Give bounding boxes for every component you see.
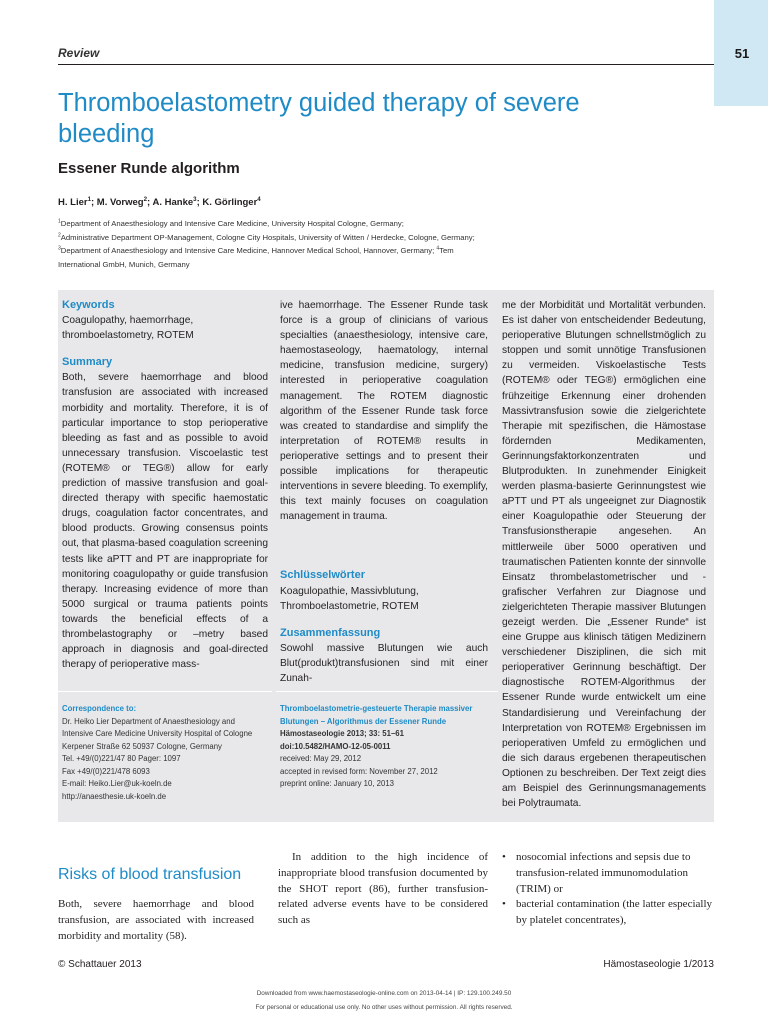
article-title: Thromboelastometry guided therapy of severe bleeding	[58, 89, 580, 148]
affiliation-text: Department of Anaesthesiology and Intensive Care Medicine, Hannover Medical School, Hannover, Germany;	[60, 246, 437, 255]
affiliation-text: Tem International GmbH, Munich, Germany	[58, 246, 454, 269]
citation-preprint: preprint online: January 10, 2013	[280, 779, 394, 788]
affiliation-marker: 2	[58, 231, 61, 238]
affiliation-marker: 3	[193, 195, 197, 203]
affiliation-marker: 4	[436, 245, 440, 252]
summary-heading: Summary	[62, 356, 113, 369]
correspondence-email[interactable]: E-mail: Heiko.Lier@uk-koeln.de	[62, 779, 172, 788]
affiliation-text: Administrative Department OP-Management, Cologne City Hospitals, University of Witten / Herdecke, Cologne, Germany;	[60, 232, 475, 242]
section-heading: Risks of blood transfusion	[58, 866, 242, 883]
author-name: ; K. Görlinger	[196, 197, 258, 208]
zusammenfassung-heading: Zusammenfassung	[280, 626, 381, 639]
correspondence-line: Fax +49/(0)221/478 6093	[62, 766, 150, 776]
copyright: © Schattauer 2013	[58, 959, 142, 970]
bullet-item: • nosocomial infections and sepsis due to transfusion-related immunomodulation (TRIM) or	[502, 850, 712, 897]
page-number: 51	[734, 46, 750, 61]
journal-issue: Hämostaseologie 1/2013	[603, 959, 714, 970]
correspondence-line: Dr. Heiko Lier Department of Anaesthesiology and	[62, 716, 235, 726]
citation-block	[280, 703, 480, 791]
citation-journal: Hämostaseologie 2013; 33: 51–61	[280, 729, 404, 738]
author-list	[58, 197, 261, 208]
abstract-column-english	[62, 298, 268, 672]
correspondence-line: Tel. +49/(0)221/47 80 Pager: 1097	[62, 754, 181, 763]
citation-accepted: accepted in revised form: November 27, 2012	[280, 766, 438, 776]
author-name: ; A. Hanke	[147, 197, 194, 208]
section-label: Review	[58, 46, 100, 60]
summary-continued: ive haemorrhage. The Essener Runde task force is a group of clinicians of various specialties (anaesthesiology, intensive care, haemostaseology, haematology, internal medicine, transfusion medicine, surgery) interested in perioperative coagulation management. The ROTEM diagnostic algorithm of the Essener Runde task force was created to standardise and simplify the interpretation of ROTEM® results in perioperative settings and to present their possible implications for therapeutic interventions in severe bleeding. To exemplify, this text mainly focuses on coagulation management in trauma.	[280, 300, 488, 523]
correspondence-line: Kerpener Straße 62 50937 Cologne, Germany	[62, 741, 222, 751]
header-rule	[58, 64, 714, 65]
zusammenfassung-continued: me der Morbidität und Mortalität verbunden. Es ist daher von entscheidender Bedeutung, perioperative Blutungen schnellstmöglich zu stoppen und somit unnötige Transfusionen zu vermeiden. Viskoelastische Tests (ROTEM® oder TEG®) ermöglichen eine frühzeitige Erkennung einer drohenden Massivtransfusion sowie die zielgerichtete Therapie mit spezifischen, die Hämostase fördernden Medikamenten, Gerinnungsfaktorkonzentraten und Blutprodukten. In zunehmender Einigkeit werden plasma-basierte Gerinnungstest wie aPTT und PT als ungeeignet zur Diagnostik einer Koagulopathie oder Steuerung der Transfusionstherapie angesehen. An mittlerweile über 5000 operativen und traumatischen Patienten konnte der sinnvolle Einsatz thrombelastometrischer und -grafischer Verfahren zur Diagnose und zielgerichteten Therapie massiver Blutungen gezeigt werden. Die „Essener Runde“ ist eine Gruppe aus klinisch tätigen Medizinern verschiedener Disziplinen, die sich mit perioperativer Gerinnung beschäftigt. Der diagnostische ROTEM-Algorithmus der Essener Runde wurde entwickelt um eine Standardisierung und Vereinfachung der Interpretation von ROTEM® Ergebnissen im perioperativen Umfeld zu ermöglichen und die sich daraus ergebenen therapeutischen Optionen zu beschreiben. Der Text zeigt dies am Beispiel des Gerinnungsmanagements bei Polytraumata.	[502, 300, 706, 810]
citation-received: received: May 29, 2012	[280, 754, 362, 763]
schluesselwoerter-text: Koagulopathie, Massivblutung, Thromboelastometrie, ROTEM	[280, 585, 419, 612]
body-column-1: Both, severe haemorrhage and blood transfusion, are associated with increased morbidity and mortality (58).	[58, 898, 254, 942]
affiliation-marker: 1	[58, 218, 61, 225]
affiliation-text: Department of Anaesthesiology and Intensive Care Medicine, University Hospital Cologne, Germany;	[60, 219, 404, 228]
zusammenfassung-text: Sowohl massive Blutungen wie auch Blut(produkt)transfusionen sind mit einer Zunah-	[280, 642, 488, 684]
box-divider	[276, 691, 498, 692]
body-column-3	[502, 850, 712, 929]
affiliations	[58, 217, 478, 271]
abstract-column-german	[502, 298, 706, 811]
correspondence-heading: Correspondence to:	[62, 704, 137, 713]
affiliation-marker: 3	[58, 245, 61, 252]
author-name: H. Lier	[58, 197, 88, 208]
keywords-text: Coagulopathy, haemorrhage, thromboelastometry, ROTEM	[62, 315, 194, 342]
correspondence-url[interactable]: http://anaesthesie.uk-koeln.de	[62, 791, 167, 801]
article-subtitle: Essener Runde algorithm	[58, 160, 240, 177]
affiliation-marker: 1	[87, 195, 91, 203]
box-divider	[58, 691, 272, 692]
citation-title: Thromboelastometrie-gesteuerte Therapie massiver Blutungen – Algorithmus der Essener Runde	[280, 704, 473, 726]
body-column-2: In addition to the high incidence of inappropriate blood transfusion documented by the SHOT report (86), further transfusion-related adverse events have to be considered such as	[278, 851, 488, 927]
citation-doi[interactable]: doi:10.5482/HAMO-12-05-0011	[280, 741, 391, 751]
bullet-item: • bacterial contamination (the latter especially by platelet concentrates),	[502, 897, 712, 929]
abstract-column-middle	[280, 298, 488, 686]
keywords-heading: Keywords	[62, 299, 115, 311]
author-name: ; M. Vorweg	[91, 197, 144, 208]
summary-text: Both, severe haemorrhage and blood transfusion are associated with increased morbidity and mortality. Therefore, it is of particular importance to stop perioperative bleeding as fast and as possible to avoid unnecessary transfusion. Viscoelastic test (ROTEM® or TEG®) allow for early prediction of massive transfusion and goal-directed therapy with specific haemostatic drugs, coagulation factor concentrates, and blood products. Growing consensus points out, that plasma-based coagulation screening tests like aPTT and PT are inappropriate for monitoring coagulopathy or guide transfusion therapy. Increasing evidence of more than 5000 surgical or trauma patients points towards the beneficial effects of a thrombelastography or –metry based approach in diagnosis and goal-directed therapy of perioperative mass-	[62, 372, 268, 671]
affiliation-marker: 4	[257, 195, 261, 203]
schluesselwoerter-heading: Schlüsselwörter	[280, 569, 365, 582]
correspondence-line: Intensive Care Medicine University Hospital of Cologne	[62, 729, 253, 738]
download-notice: Downloaded from www.haemostaseologie-online.com on 2013-04-14 | IP: 129.100.249.50	[256, 990, 512, 997]
usage-notice: For personal or educational use only. No other uses without permission. All rights reserved.	[255, 1004, 513, 1011]
correspondence-block	[62, 703, 272, 803]
affiliation-marker: 2	[143, 195, 148, 203]
